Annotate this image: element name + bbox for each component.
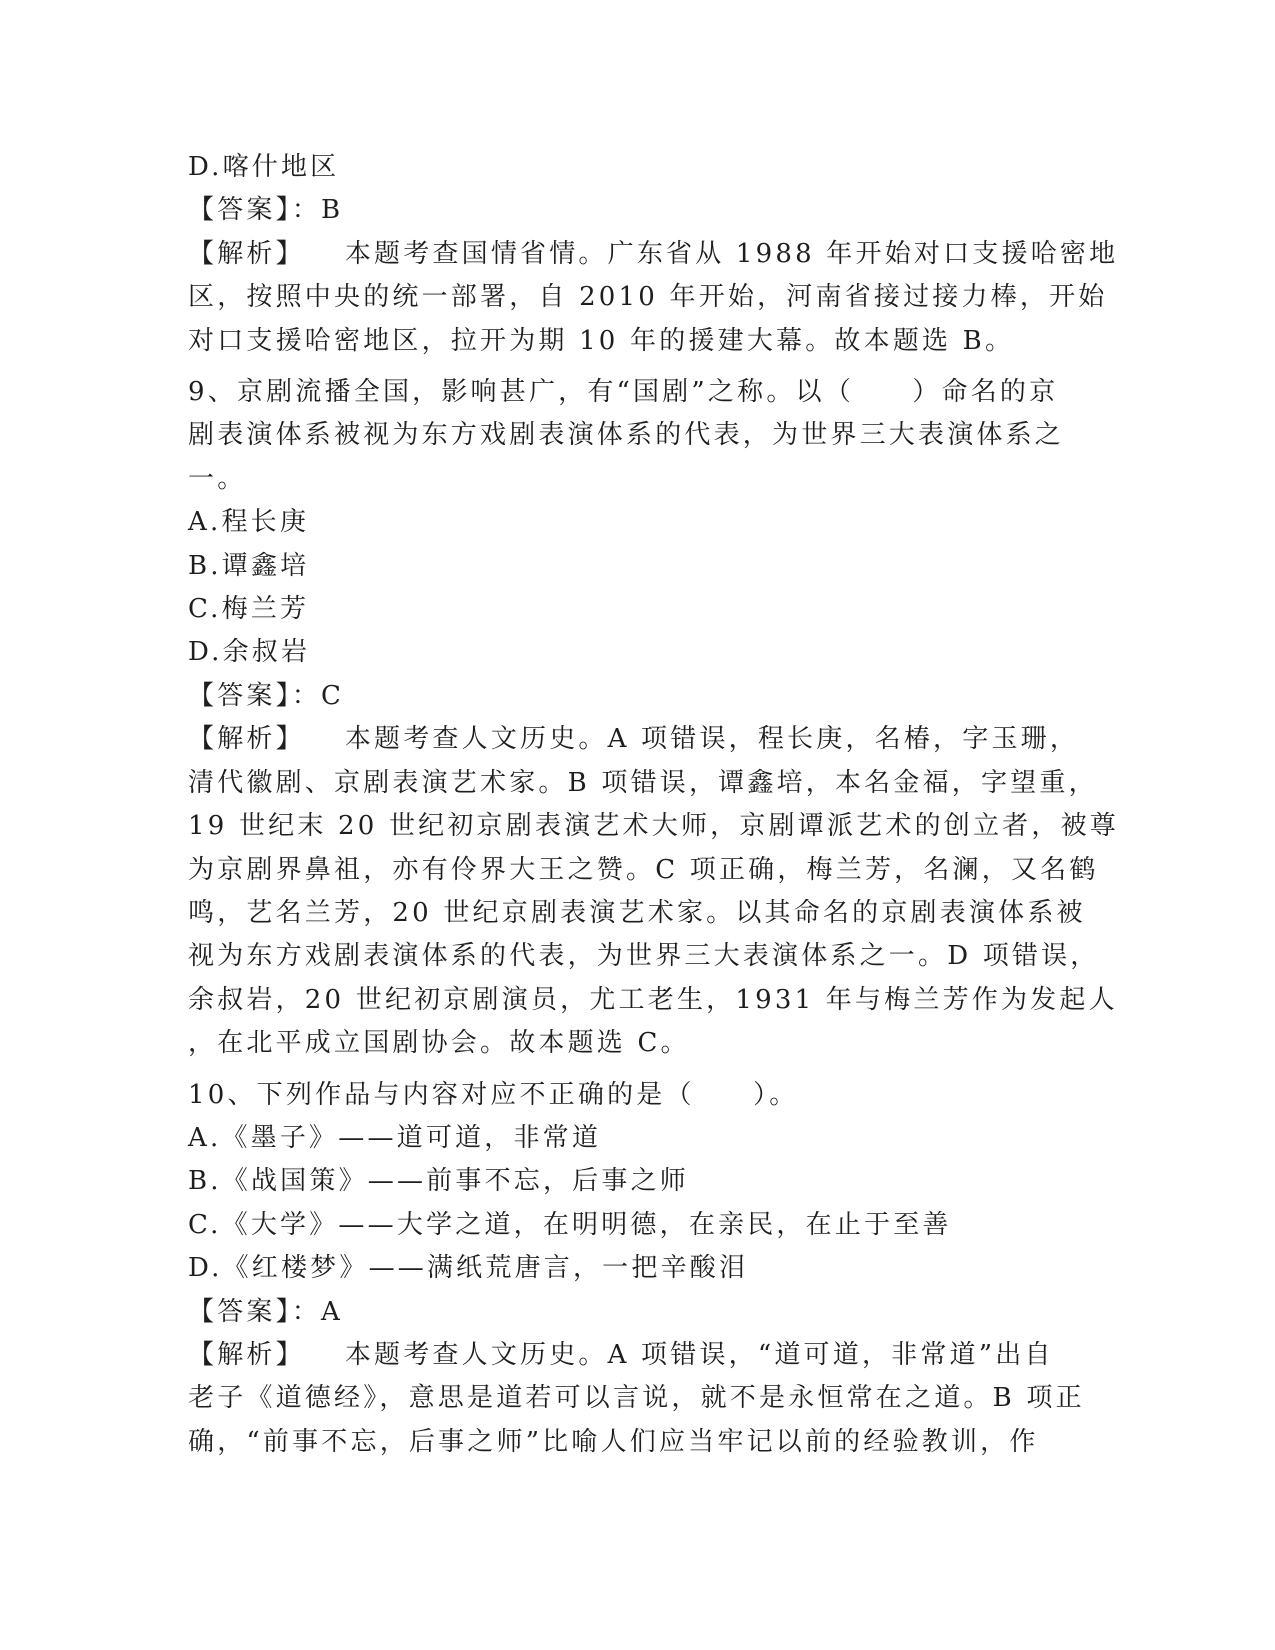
answer-line-prev [188,189,1078,232]
q9-stem-line-0: 9、京剧流播全国，影响甚广，有“国剧”之称。以（ ）命名的京 [188,377,1059,408]
q9-option-d: D.余叔岩 [188,637,311,668]
q10-analysis-line-0 [188,1334,1078,1377]
q9-analysis-line-6: 余叔岩，20 世纪初京剧演员，尤工老生，1931 年与梅兰芳作为发起人 [188,984,1118,1015]
q9-analysis-line-0 [188,718,1078,761]
answer-value: ：C [291,680,345,711]
q9-analysis-line-4: 鸣，艺名兰芳，20 世纪京剧表演艺术家。以其命名的京剧表演体系被 [188,897,1086,928]
answer-value: ：A [291,1296,343,1327]
q9-option-b: B.谭鑫培 [188,550,310,581]
document-page [188,146,1119,1464]
analysis-text: 本题考查人文历史。A 项错误，程长庚，名椿，字玉珊， [344,724,1080,755]
q10-stem: 10、下列作品与内容对应不正确的是（ ）。 [188,1079,799,1110]
q9-option-c: C.梅兰芳 [188,594,310,625]
analysis-line-prev-2: 对口支援哈密地区，拉开为期 10 年的援建大幕。故本题选 B。 [188,325,1015,356]
answer-label: 【答案】 [188,1296,292,1327]
answer-label: 【答案】 [188,195,292,226]
analysis-text: 本题考查国情省情。广东省从 1988 年开始对口支援哈密地 [344,238,1119,269]
q9-analysis-line-3: 为京剧界鼻祖，亦有伶界大王之赞。C 项正确，梅兰芳，名澜，又名鹤 [188,854,1099,885]
q10-option-a: A.《墨子》——道可道，非常道 [188,1122,602,1153]
analysis-line-prev-0 [188,233,1119,276]
analysis-line-prev-1: 区，按照中央的统一部署，自 2010 年开始，河南省接过接力棒，开始 [188,282,1108,313]
q10-option-c: C.《大学》——大学之道，在明明德，在亲民，在止于至善 [188,1209,952,1240]
q10-answer-line [188,1291,1078,1334]
q9-analysis-line-1: 清代徽剧、京剧表演艺术家。B 项错误，谭鑫培，本名金福，字望重， [188,767,1098,798]
q9-option-a: A.程长庚 [188,507,310,538]
analysis-label: 【解析】 [188,1339,305,1370]
q10-option-d: D.《红楼梦》——满纸荒唐言，一把辛酸泪 [188,1253,749,1284]
q9-analysis-line-7: ，在北平成立国剧协会。故本题选 C。 [188,1028,690,1059]
q10-analysis-line-2: 确，“前事不忘，后事之师”比喻人们应当牢记以前的经验教训，作 [188,1426,1039,1457]
analysis-text: 本题考查人文历史。A 项错误，“道可道，非常道”出自 [344,1339,1054,1370]
q10-analysis-line-1: 老子《道德经》，意思是道若可以言说，就不是永恒常在之道。B 项正 [188,1383,1085,1414]
q9-analysis-line-5: 视为东方戏剧表演体系的代表，为世界三大表演体系之一。D 项错误， [188,941,1100,972]
q9-stem-line-2: 一。 [188,463,247,494]
answer-label: 【答案】 [188,680,292,711]
q9-stem-line-1: 剧表演体系被视为东方戏剧表演体系的代表，为世界三大表演体系之 [188,420,1065,451]
q9-analysis-line-2: 19 世纪末 20 世纪初京剧表演艺术大师，京剧谭派艺术的创立者，被尊 [188,811,1119,842]
option-d-prev: D.喀什地区 [188,152,340,182]
analysis-label: 【解析】 [188,238,305,269]
q10-option-b: B.《战国策》——前事不忘，后事之师 [188,1166,689,1197]
answer-value: ：B [291,195,344,226]
analysis-label: 【解析】 [188,724,305,755]
q9-answer-line [188,675,1078,718]
